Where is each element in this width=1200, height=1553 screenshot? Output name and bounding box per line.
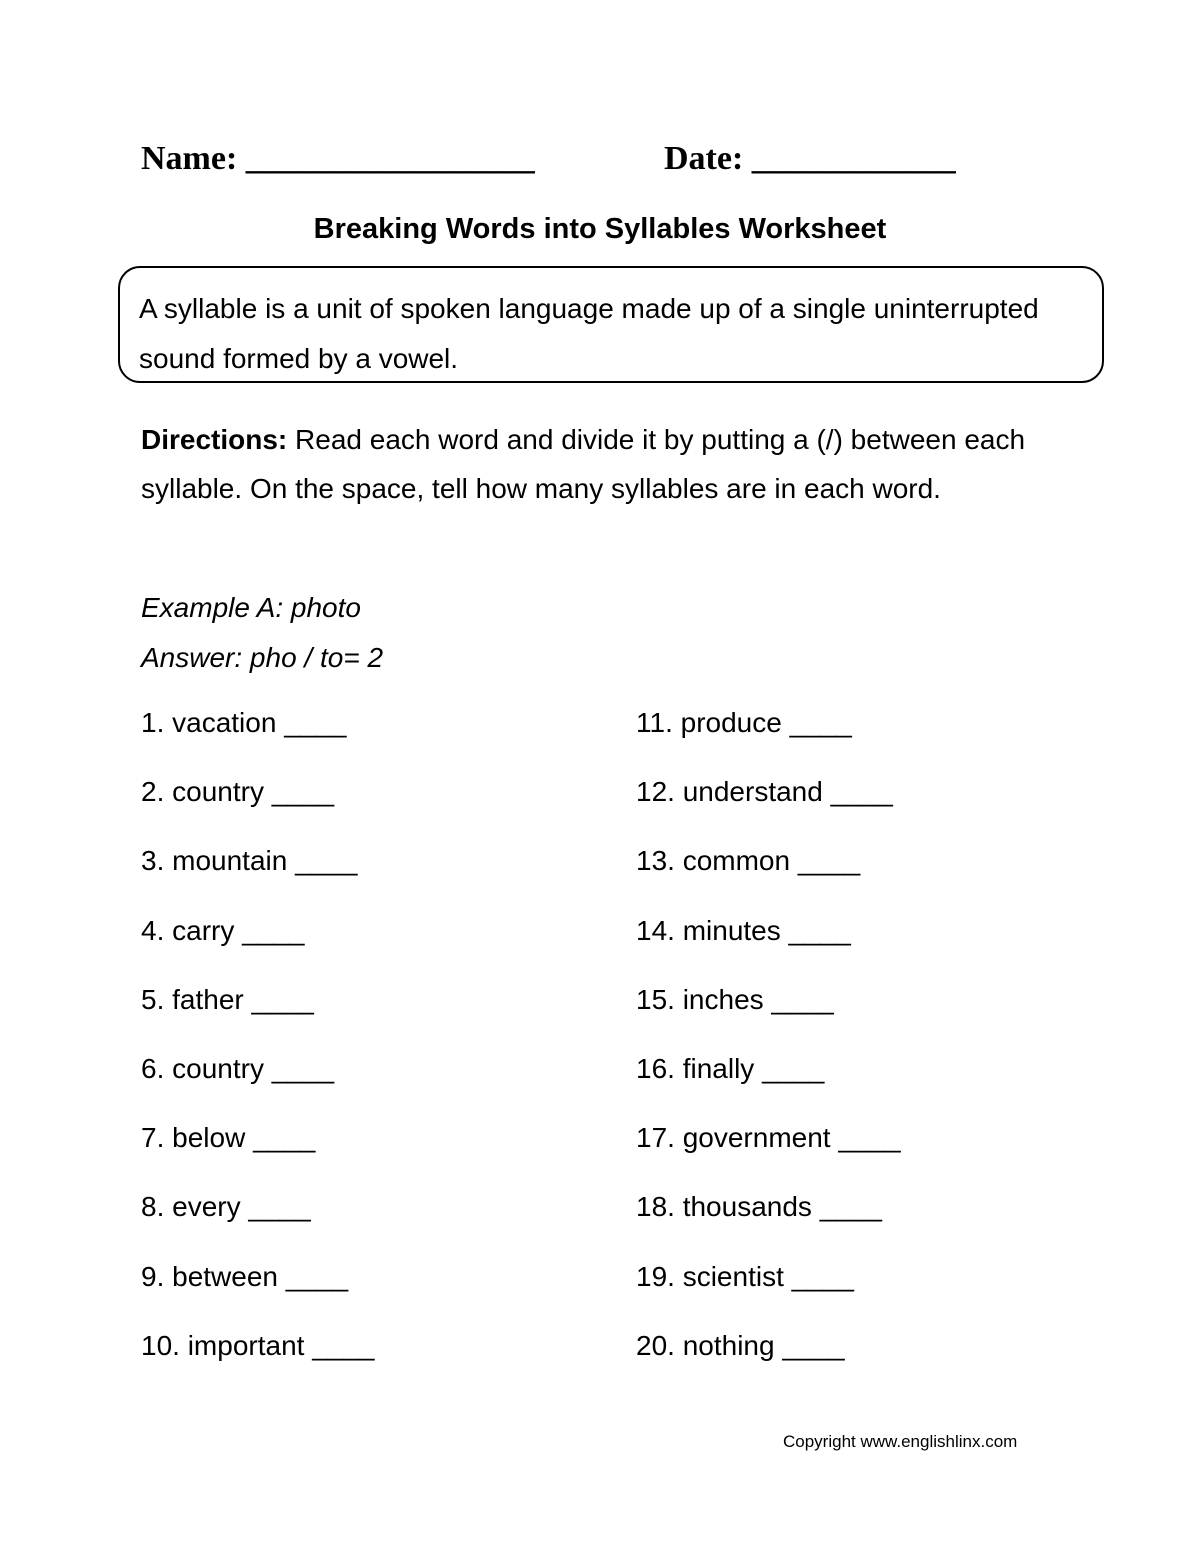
word-list-right xyxy=(636,705,901,1397)
date-blank: ____________ xyxy=(751,140,956,177)
example-block xyxy=(141,583,383,683)
word-item: 8. every ____ xyxy=(141,1191,311,1223)
word-item: 10. important ____ xyxy=(141,1329,375,1361)
directions-text: Read each word and divide it by putting a (/) between each syllable. On the space, tell how many syllables are in each word. xyxy=(141,424,1026,504)
word-item: 2. country ____ xyxy=(141,776,335,808)
word-item: 13. common ____ xyxy=(636,845,861,877)
word-item: 9. between ____ xyxy=(141,1260,349,1292)
word-item: 7. below ____ xyxy=(141,1122,316,1154)
example-answer: Answer: pho / to= 2 xyxy=(141,642,384,673)
word-item: 16. finally ____ xyxy=(636,1052,825,1084)
directions-label: Directions: xyxy=(141,424,288,455)
word-item: 3. mountain ____ xyxy=(141,845,358,877)
word-item: 1. vacation ____ xyxy=(141,707,347,738)
word-item: 14. minutes ____ xyxy=(636,914,851,946)
word-item: 19. scientist ____ xyxy=(636,1260,854,1292)
word-list-left xyxy=(141,705,375,1397)
word-item: 20. nothing ____ xyxy=(636,1329,845,1361)
worksheet-title: Breaking Words into Syllables Worksheet xyxy=(313,213,887,245)
definition-text: A syllable is a unit of spoken language made up of a single uninterrupted sound formed by a vowel. xyxy=(139,293,1039,374)
name-blank: _________________ xyxy=(245,140,535,177)
word-item: 17. government ____ xyxy=(636,1122,901,1154)
word-item: 11. produce ____ xyxy=(636,707,852,738)
word-item: 6. country ____ xyxy=(141,1052,335,1084)
date-field xyxy=(664,140,956,178)
word-item: 15. inches ____ xyxy=(636,983,834,1015)
copyright-notice: Copyright www.englishlinx.com xyxy=(783,1432,1018,1451)
date-label: Date: xyxy=(664,140,744,177)
name-label: Name: xyxy=(141,140,238,177)
word-item: 4. carry ____ xyxy=(141,914,305,946)
word-item: 12. understand ____ xyxy=(636,776,893,808)
word-item: 18. thousands ____ xyxy=(636,1191,882,1223)
example-question: Example A: photo xyxy=(141,592,361,623)
directions-paragraph xyxy=(141,415,1041,513)
word-item: 5. father ____ xyxy=(141,983,314,1015)
name-field xyxy=(141,140,535,178)
